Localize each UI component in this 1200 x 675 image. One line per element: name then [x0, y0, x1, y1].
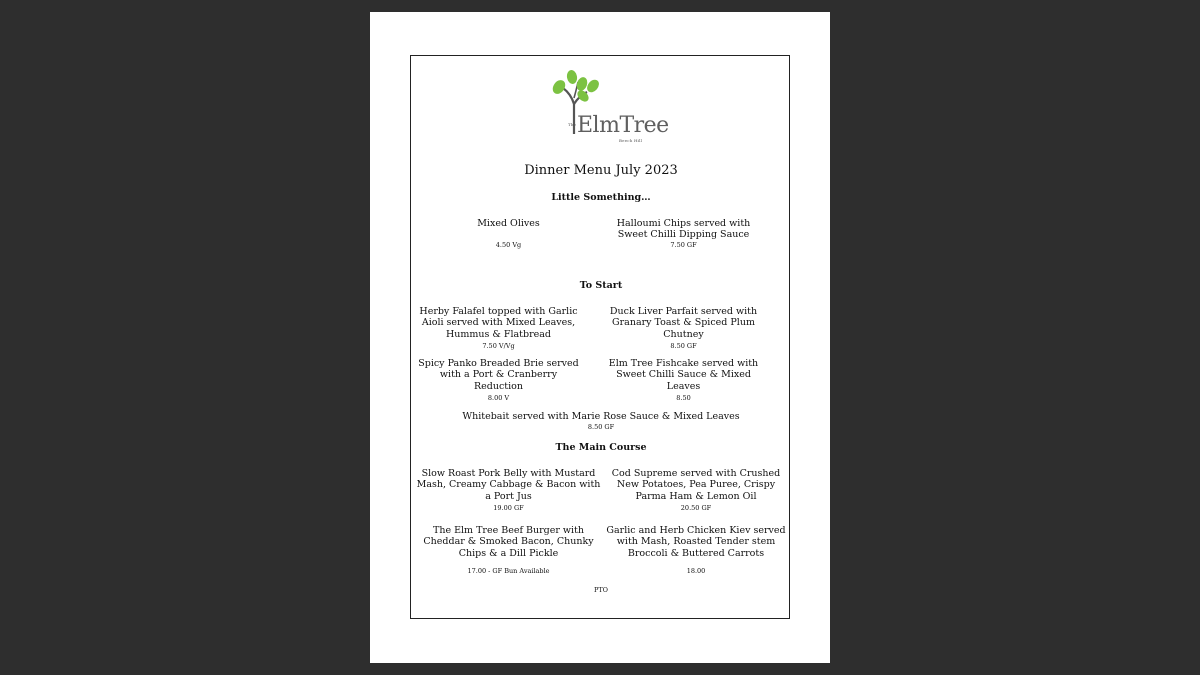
menu-page [370, 12, 830, 663]
section-heading-little-something: Little Something… [551, 192, 651, 203]
menu-item-herby-falafel: Herby Falafel topped with Garlic Aioli served with Mixed Leaves, Hummus & Flatbread [419, 306, 578, 340]
section-heading-main-course: The Main Course [555, 442, 647, 453]
section-heading-to-start: To Start [579, 280, 623, 291]
menu-title: Dinner Menu July 2023 [524, 163, 678, 178]
menu-item-price: 19.00 GF [493, 504, 524, 512]
menu-item-beef-burger: The Elm Tree Beef Burger with Cheddar & Smoked Bacon, Chunky Chips & a Dill Pickle [423, 525, 594, 559]
menu-item-price: 7.50 GF [670, 241, 697, 249]
menu-item-halloumi-chips: Halloumi Chips served with Sweet Chilli Dipping Sauce [616, 218, 751, 241]
menu-item-price: 7.50 V/Vg [482, 342, 515, 350]
menu-item-price: 4.50 Vg [495, 241, 522, 249]
menu-item-price: 20.50 GF [680, 504, 712, 512]
logo-place-text: Beech Hill [619, 138, 643, 143]
menu-item-price: 8.00 V [487, 394, 510, 402]
pto-footer: PTO [593, 586, 609, 594]
menu-item-price: 17.00 - GF Bun Available [467, 567, 550, 575]
menu-item-price: 8.50 GF [670, 342, 697, 350]
logo-name-text: ElmTree [577, 113, 669, 138]
menu-item-price: 8.50 GF [587, 423, 615, 431]
menu-item-panko-brie: Spicy Panko Breaded Brie served with a Port & Cranberry Reduction [418, 358, 579, 392]
menu-border-frame [410, 55, 790, 619]
menu-item-cod-supreme: Cod Supreme served with Crushed New Potatoes, Pea Puree, Crispy Parma Ham & Lemon Oil [611, 468, 781, 502]
menu-item-pork-belly: Slow Roast Pork Belly with Mustard Mash, Creamy Cabbage & Bacon with a Port Jus [416, 468, 601, 502]
menu-item-mixed-olives: Mixed Olives [477, 218, 540, 229]
menu-item-price: 18.00 [686, 567, 706, 575]
menu-item-price: 8.50 [676, 394, 691, 402]
menu-item-whitebait: Whitebait served with Marie Rose Sauce & Mixed Leaves [462, 411, 740, 422]
logo-the-text: The [568, 122, 577, 127]
menu-item-duck-liver-parfait: Duck Liver Parfait served with Granary Toast & Spiced Plum Chutney [609, 306, 758, 340]
elm-tree-logo [541, 64, 669, 149]
menu-item-chicken-kiev: Garlic and Herb Chicken Kiev served with Mash, Roasted Tender stem Broccoli & Buttered Carrots [606, 525, 786, 559]
menu-item-elm-tree-fishcake: Elm Tree Fishcake served with Sweet Chilli Sauce & Mixed Leaves [608, 358, 759, 392]
